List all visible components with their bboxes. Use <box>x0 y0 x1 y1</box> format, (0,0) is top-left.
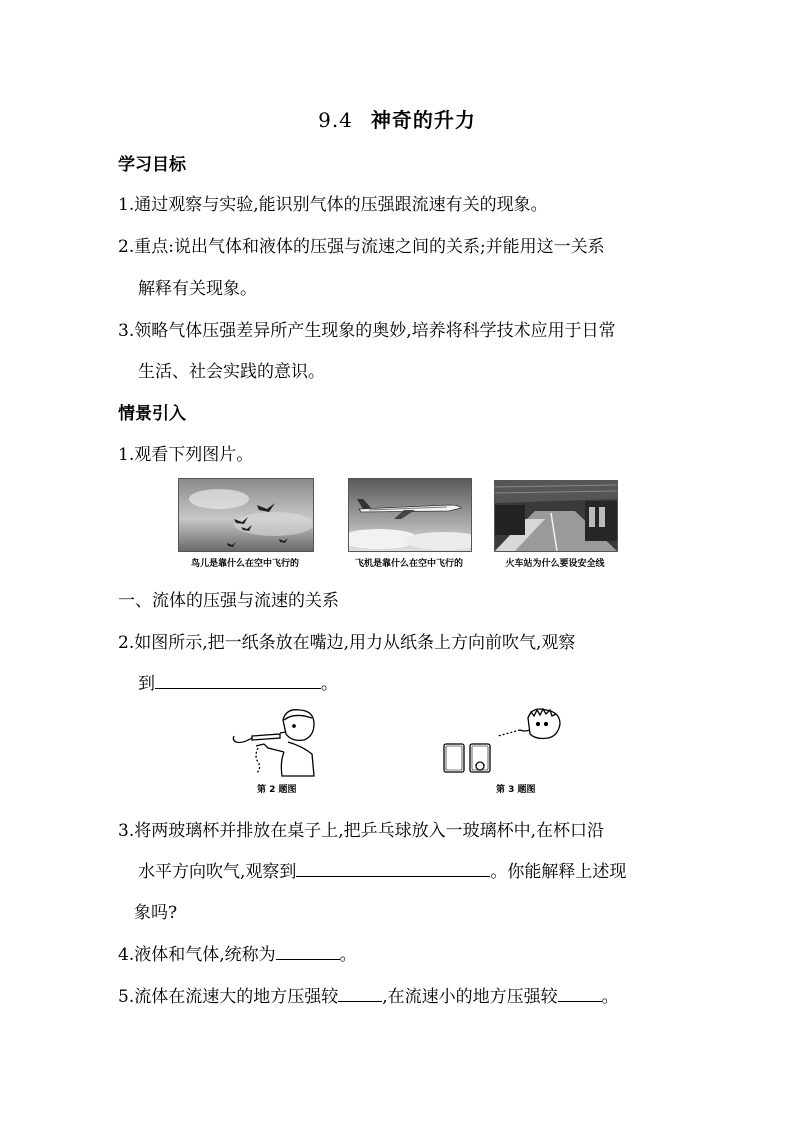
q5-suffix: 。 <box>601 987 619 1007</box>
q4-prefix: 4.液体和气体,统称为 <box>118 945 276 965</box>
goal-item-1: 1.通过观察与实验,能识别气体的压强跟流速有关的现象。 <box>118 195 548 215</box>
birds-caption: 鸟儿是靠什么在空中飞行的 <box>190 559 299 569</box>
train-caption: 火车站为什么要设安全线 <box>505 559 605 569</box>
airplane-photo <box>348 478 472 552</box>
q5-prefix: 5.流体在流速大的地方压强较 <box>118 987 339 1007</box>
question-3-end: 象吗? <box>134 903 178 923</box>
q5-middle: ,在流速小的地方压强较 <box>382 987 558 1007</box>
q4-suffix: 。 <box>339 945 357 965</box>
q3-prefix: 水平方向吹气,观察到 <box>138 862 297 882</box>
goal-item-3: 3.领略气体压强差异所产生现象的奥妙,培养将科学技术应用于日常 <box>118 321 616 341</box>
q2-answer-blank[interactable] <box>155 672 321 689</box>
section-number: 9.4 <box>318 108 353 132</box>
q3-answer-blank[interactable] <box>296 860 490 877</box>
figure-3-illustration <box>440 708 570 778</box>
intro-item-1: 1.观看下列图片。 <box>118 445 254 465</box>
question-3: 3.将两玻璃杯并排放在桌子上,把乒乓球放入一玻璃杯中,在杯口沿 <box>118 821 605 841</box>
question-4 <box>118 940 357 965</box>
q2-suffix: 。 <box>321 674 338 694</box>
q4-answer-blank[interactable] <box>276 943 340 960</box>
q3-suffix: 。你能解释上述现 <box>490 862 627 882</box>
heading-goals: 学习目标 <box>118 155 186 175</box>
figure-2-caption: 第 2 题图 <box>257 785 297 795</box>
question-2: 2.如图所示,把一纸条放在嘴边,用力从纸条上方向前吹气,观察 <box>118 633 576 653</box>
q5-answer-blank-1[interactable] <box>338 985 382 1002</box>
figure-2-illustration <box>228 706 328 778</box>
goal-item-2-cont: 解释有关现象。 <box>138 279 257 299</box>
goal-item-2: 2.重点:说出气体和液体的压强与流速之间的关系;并能用这一关系 <box>118 237 605 257</box>
q5-answer-blank-2[interactable] <box>558 985 602 1002</box>
title-text: 神奇的升力 <box>370 108 476 132</box>
question-2-cont <box>138 669 338 694</box>
birds-photo <box>178 478 314 552</box>
heading-intro: 情景引入 <box>118 404 186 424</box>
airplane-caption: 飞机是靠什么在空中飞行的 <box>354 559 463 569</box>
q2-prefix: 到 <box>138 674 155 694</box>
question-3-cont <box>138 857 626 882</box>
page-title <box>0 104 794 133</box>
heading-relation: 一、流体的压强与流速的关系 <box>118 591 339 611</box>
figure-3-caption: 第 3 题图 <box>496 785 536 795</box>
train-station-photo <box>494 480 618 552</box>
goal-item-3-cont: 生活、社会实践的意识。 <box>138 362 325 382</box>
question-5 <box>118 982 619 1007</box>
